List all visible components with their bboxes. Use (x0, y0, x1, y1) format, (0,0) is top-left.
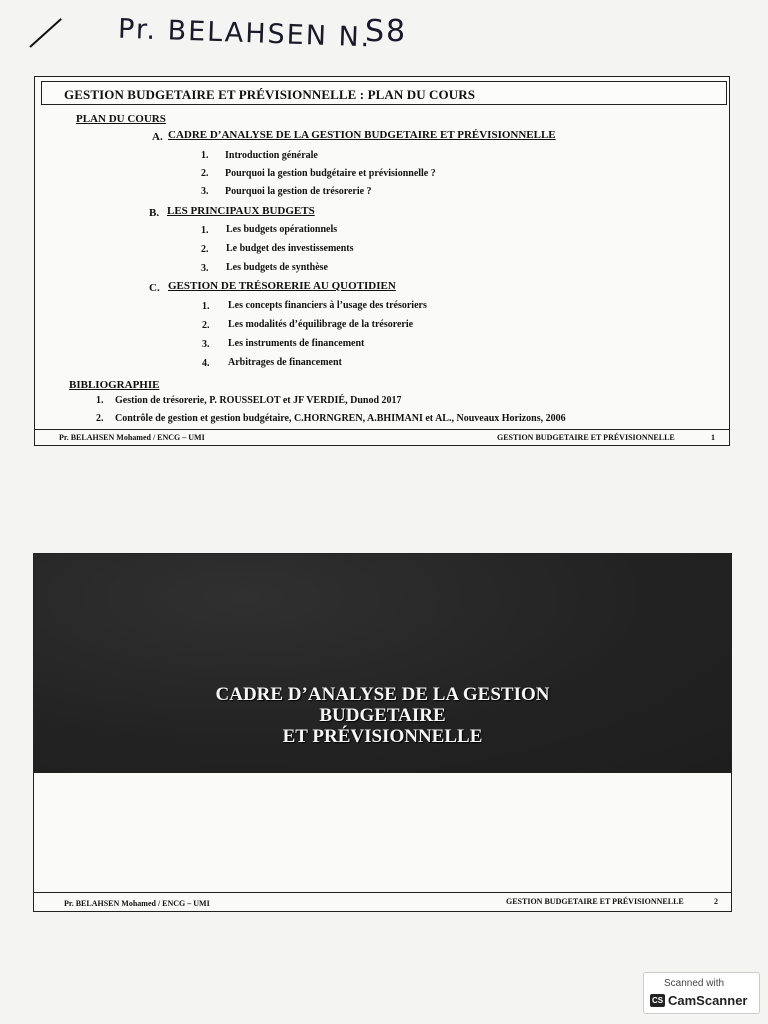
bibliography-2: Contrôle de gestion et gestion budgétaire, C.HORNGREN, A.BHIMANI et AL., Nouveaux Horizons, 2006 (115, 413, 566, 424)
section-a-item-1-num: 1. (201, 150, 209, 161)
footer-author: Pr. BELAHSEN Mohamed / ENCG – UMI (64, 899, 210, 908)
section-a-item-2-num: 2. (201, 168, 209, 179)
section-c-item-2-num: 2. (202, 320, 210, 331)
footer-page-number: 2 (714, 897, 718, 906)
bibliography-1-num: 1. (96, 395, 104, 406)
section-c-item-4-num: 4. (202, 358, 210, 369)
section-c-item-2: Les modalités d’équilibrage de la trésorerie (228, 319, 414, 330)
section-c-item-1: Les concepts financiers à l’usage des trésoriers (228, 300, 427, 311)
section-b-letter: B. (149, 207, 160, 219)
section-a-item-3: Pourquoi la gestion de trésorerie ? (225, 186, 372, 197)
slide-2-title-band (34, 554, 731, 773)
bibliography-1: Gestion de trésorerie, P. ROUSSELOT et JF VERDIÉ, Dunod 2017 (115, 395, 402, 406)
checkmark-stroke (29, 18, 62, 48)
section-b-item-2: Le budget des investissements (226, 243, 354, 254)
plan-heading: PLAN DU COURS (76, 113, 166, 125)
section-b-item-3-num: 3. (201, 263, 209, 274)
slide-1-footer (35, 429, 729, 446)
footer-course: GESTION BUDGETAIRE ET PRÉVISIONNELLE (506, 897, 684, 906)
handwritten-name: Pr. BELAHSEN N. (117, 13, 372, 54)
slide-1 (34, 76, 730, 446)
section-c-title: GESTION DE TRÉSORERIE AU QUOTIDIEN (168, 280, 396, 292)
section-b-title: LES PRINCIPAUX BUDGETS (167, 205, 315, 217)
slide-2-title-line-2: BUDGETAIRE (319, 705, 446, 726)
footer-course: GESTION BUDGETAIRE ET PRÉVISIONNELLE (497, 433, 675, 442)
footer-page-number: 1 (711, 433, 715, 442)
section-b-item-1: Les budgets opérationnels (226, 224, 338, 235)
camscanner-brand: CamScanner (668, 993, 748, 1008)
handwritten-mark: S8 (365, 14, 408, 49)
section-c-item-3: Les instruments de financement (228, 338, 365, 349)
section-b-item-3: Les budgets de synthèse (226, 262, 328, 273)
camscanner-logo-icon: CS (651, 996, 664, 1005)
slide-2-title-line-3: ET PRÉVISIONNELLE (282, 726, 483, 747)
section-a-item-2: Pourquoi la gestion budgétaire et prévisionnelle ? (225, 168, 436, 179)
slide-2 (33, 553, 732, 912)
slide-2-title-line-1: CADRE D’ANALYSE DE LA GESTION (215, 684, 550, 705)
slide-2-footer (34, 892, 731, 912)
section-a-item-1: Introduction générale (225, 150, 318, 161)
slide-1-header (41, 81, 727, 105)
bibliography-heading: BIBLIOGRAPHIE (69, 379, 160, 391)
section-c-item-4: Arbitrages de financement (228, 357, 342, 368)
section-b-item-1-num: 1. (201, 225, 209, 236)
slide-1-title: GESTION BUDGETAIRE ET PRÉVISIONNELLE : PLAN DU COURS (64, 87, 476, 102)
section-a-item-3-num: 3. (201, 186, 209, 197)
section-a-title: CADRE D’ANALYSE DE LA GESTION BUDGETAIRE ET PRÉVISIONNELLE (168, 129, 556, 141)
slide-2-title (34, 684, 731, 747)
section-b-item-2-num: 2. (201, 244, 209, 255)
section-c-letter: C. (149, 282, 160, 294)
section-a-letter: A. (152, 131, 163, 143)
bibliography-2-num: 2. (96, 413, 104, 424)
footer-author: Pr. BELAHSEN Mohamed / ENCG – UMI (59, 433, 205, 442)
section-c-item-1-num: 1. (202, 301, 210, 312)
camscanner-badge (643, 972, 760, 1014)
camscanner-caption: Scanned with (664, 978, 725, 989)
section-c-item-3-num: 3. (202, 339, 210, 350)
